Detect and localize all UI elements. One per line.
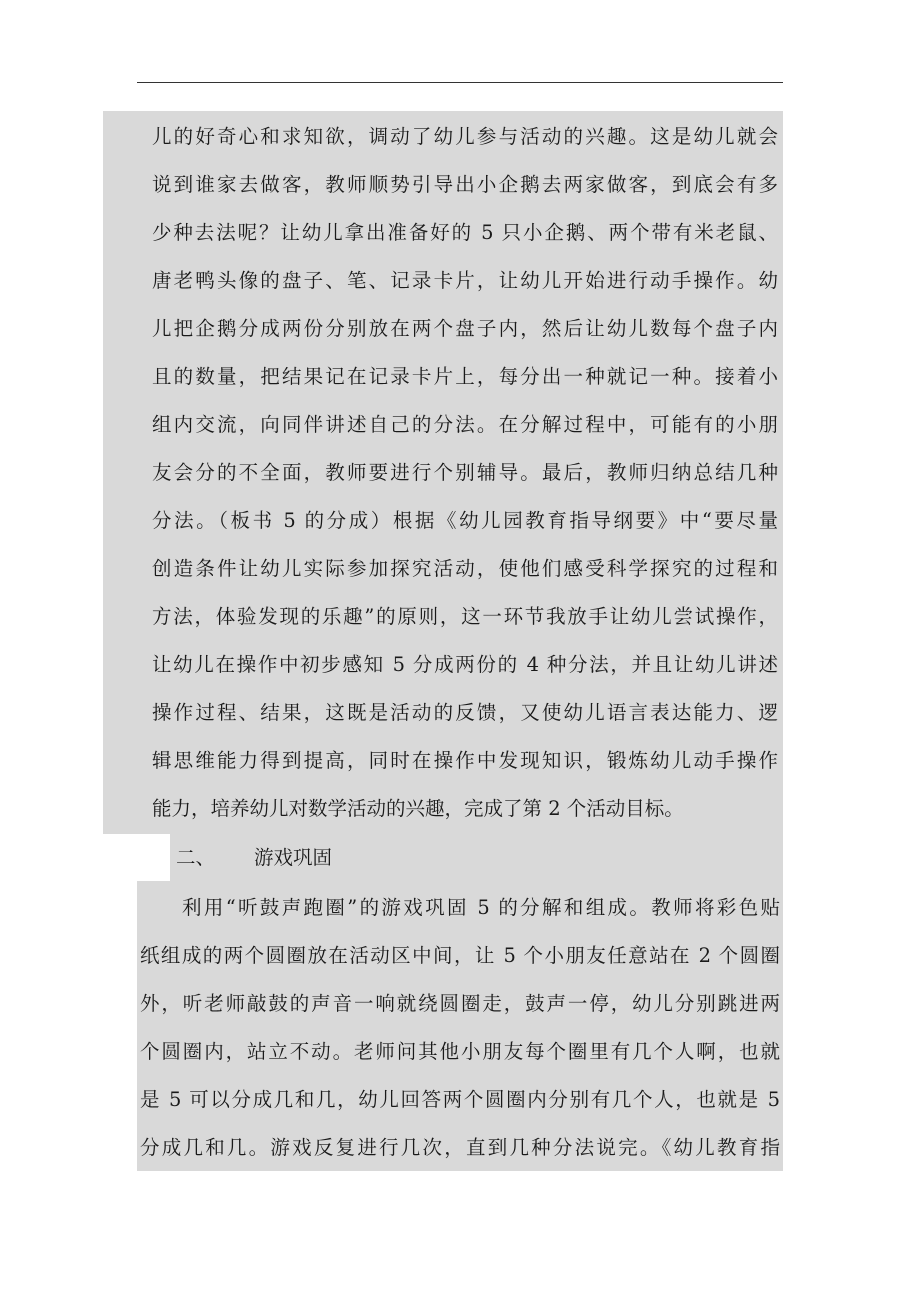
section-title: 游戏巩固 — [254, 846, 333, 869]
text-line: 分成几和几。游戏反复进行几次，直到几种分法说完。《幼儿教育指 — [140, 1136, 780, 1159]
text-line: 儿的好奇心和求知欲，调动了幼儿参与活动的兴趣。这是幼儿就会 — [152, 125, 778, 148]
text-line: 分法。（板书 5 的分成）根据《幼儿园教育指导纲要》中“要尽量 — [152, 509, 778, 532]
text-line: 友会分的不全面，教师要进行个别辅导。最后，教师归纳总结几种 — [152, 461, 778, 484]
section-heading — [176, 834, 332, 881]
text-line: 少种去法呢？让幼儿拿出准备好的 5 只小企鹅、两个带有米老鼠、 — [152, 221, 778, 244]
text-line: 纸组成的两个圆圈放在活动区中间，让 5 个小朋友任意站在 2 个圆圈 — [140, 944, 780, 967]
text-line: 能力，培养幼儿对数学活动的兴趣，完成了第 2 个活动目标。 — [152, 797, 684, 820]
text-line: 外，听老师敲鼓的声音一响就绕圆圈走，鼓声一停，幼儿分别跳进两 — [140, 992, 780, 1015]
text-line: 且的数量，把结果记在记录卡片上，每分出一种就记一种。接着小 — [152, 365, 778, 388]
header-rule — [137, 82, 783, 83]
text-line: 唐老鸭头像的盘子、笔、记录卡片，让幼儿开始进行动手操作。幼 — [152, 269, 778, 292]
text-line: 创造条件让幼儿实际参加探究活动，使他们感受科学探究的过程和 — [152, 557, 778, 580]
text-line: 是 5 可以分成几和几，幼儿回答两个圆圈内分别有几个人，也就是 5 — [140, 1088, 780, 1111]
text-line: 儿把企鹅分成两份分别放在两个盘子内，然后让幼儿数每个盘子内 — [152, 317, 778, 340]
text-line: 辑思维能力得到提高，同时在操作中发现知识，锻炼幼儿动手操作 — [152, 749, 778, 772]
section-number: 二、 — [176, 846, 216, 869]
text-line: 说到谁家去做客，教师顺势引导出小企鹅去两家做客，到底会有多 — [152, 173, 778, 196]
text-line: 利用“听鼓声跑圈”的游戏巩固 5 的分解和组成。教师将彩色贴 — [182, 896, 780, 919]
text-line: 让幼儿在操作中初步感知 5 分成两份的 4 种分法，并且让幼儿讲述 — [152, 653, 778, 676]
text-line: 个圆圈内，站立不动。老师问其他小朋友每个圈里有几个人啊，也就 — [140, 1040, 780, 1063]
text-line: 方法，体验发现的乐趣”的原则，这一环节我放手让幼儿尝试操作， — [152, 605, 778, 628]
text-line: 操作过程、结果，这既是活动的反馈，又使幼儿语言表达能力、逻 — [152, 701, 778, 724]
text-line: 组内交流，向同伴讲述自己的分法。在分解过程中，可能有的小朋 — [152, 413, 778, 436]
